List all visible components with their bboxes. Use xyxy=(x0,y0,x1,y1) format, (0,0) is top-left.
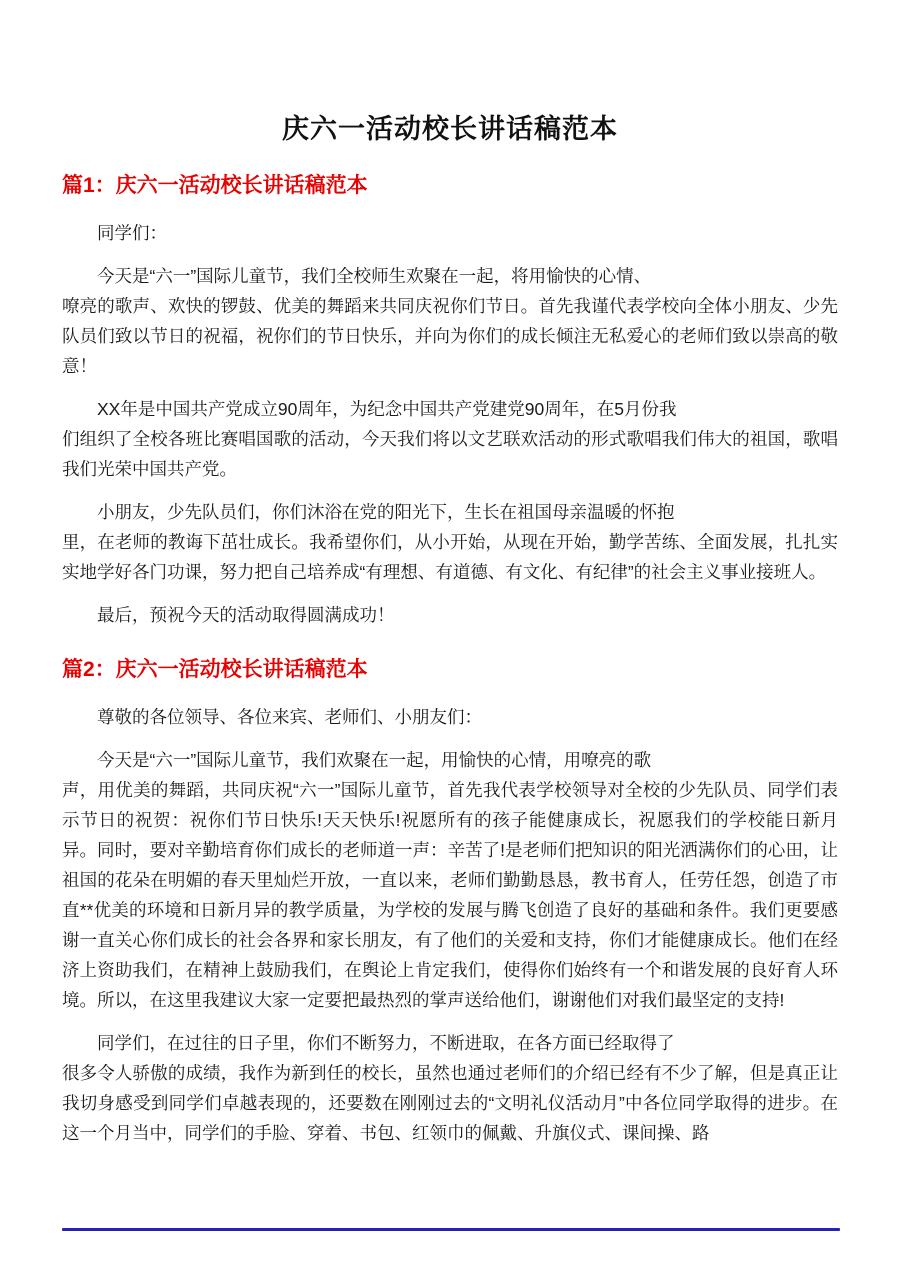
section-1-paragraph-greeting: 今天是“六一”国际儿童节，我们全校师生欢聚在一起，将用愉快的心情、 嘹亮的歌声、欢快的锣鼓、优美的舞蹈来共同庆祝你们节日。首先我谨代表学校向全体小朋友、少先队员们致以节日的祝福，祝你们的节日快乐，并向为你们的成长倾注无私爱心的老师们致以崇高的敬意！ xyxy=(62,266,838,376)
section-1-paragraph-closing: 最后，预祝今天的活动取得圆满成功！ xyxy=(97,605,395,625)
section-1-paragraph-anniversary: XX年是中国共产党成立90周年，为纪念中国共产党建党90周年，在5月份我 们组织了全校各班比赛唱国歌的活动，今天我们将以文艺联欢活动的形式歌唱我们伟大的祖国，歌唱我们光荣中国共产党。 xyxy=(62,399,838,479)
section-2-paragraph-salutation: 尊敬的各位领导、各位来宾、老师们、小朋友们： xyxy=(97,707,482,727)
page-title: 庆六一活动校长讲话稿范本 xyxy=(282,114,618,144)
section-2-paragraph-thanks: 今天是“六一”国际儿童节，我们欢聚在一起，用愉快的心情，用嘹亮的歌 声，用优美的舞蹈，共同庆祝“六一”国际儿童节，首先我代表学校领导对全校的少先队员、同学们表示节日的祝贺：祝你们节日快乐!天天快乐!祝愿所有的孩子能健康成长，祝愿我们的学校能日新月异。同时，要对辛勤培育你们成长的老师道一声：辛苦了!是老师们把知识的阳光洒满你们的心田，让祖国的花朵在明媚的春天里灿烂开放，一直以来，老师们勤勤恳恳，教书育人，任劳任怨，创造了市直**优美的环境和日新月异的教学质量，为学校的发展与腾飞创造了良好的基础和条件。我们更要感谢一直关心你们成长的社会各界和家长朋友，有了他们的关爱和支持，你们才能健康成长。他们在经济上资助我们，在精神上鼓励我们，在舆论上肯定我们，使得你们始终有一个和谐发展的良好育人环境。所以，在这里我建议大家一定要把最热烈的掌声送给他们，谢谢他们对我们最坚定的支持! xyxy=(62,750,838,1010)
section-1-paragraph-hope: 小朋友，少先队员们，你们沐浴在党的阳光下，生长在祖国母亲温暖的怀抱 里，在老师的教诲下茁壮成长。我希望你们，从小开始，从现在开始，勤学苦练、全面发展，扎扎实实地学好各门功课，努力把自己培养成“有理想、有道德、有文化、有纪律”的社会主义事业接班人。 xyxy=(62,502,838,582)
section-1-paragraph-salutation: 同学们： xyxy=(97,223,167,243)
section-2-heading: 篇2：庆六一活动校长讲话稿范本 xyxy=(62,658,368,681)
section-1-heading: 篇1：庆六一活动校长讲话稿范本 xyxy=(62,174,368,197)
section-2-paragraph-progress: 同学们，在过往的日子里，你们不断努力，不断进取，在各方面已经取得了 很多令人骄傲的成绩，我作为新到任的校长，虽然也通过老师们的介绍已经有不少了解，但是真正让我切身感受到同学们卓越表现的，还要数在刚刚过去的“文明礼仪活动月”中各位同学取得的进步。在这一个月当中，同学们的手脸、穿着、书包、红领巾的佩戴、升旗仪式、课间操、路 xyxy=(62,1033,838,1143)
footer-divider xyxy=(62,1228,840,1231)
